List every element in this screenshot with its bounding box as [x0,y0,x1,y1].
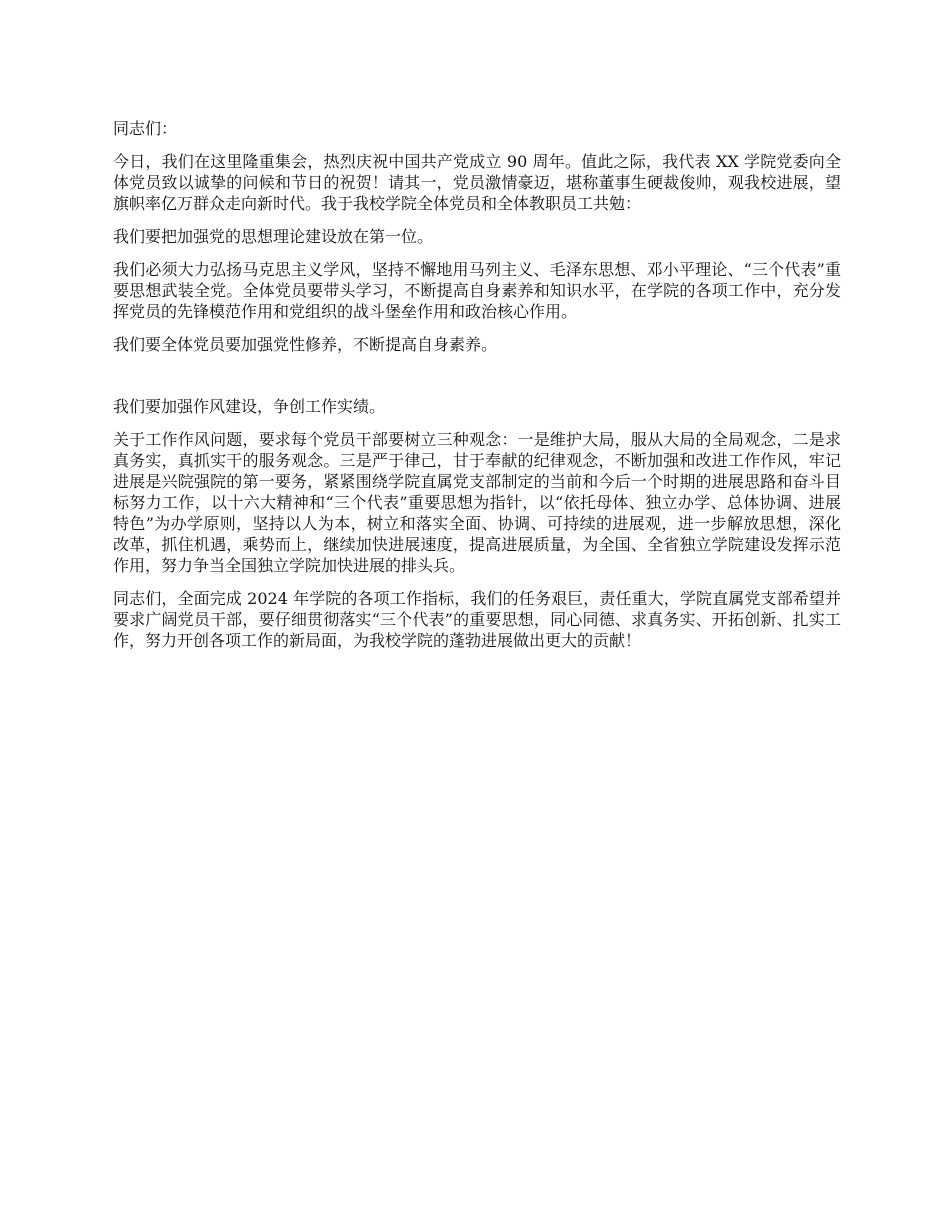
paragraph-closing: 同志们，全面完成 2024 年学院的各项工作指标，我们的任务艰巨，责任重大，学院直属党支部希望并要求广阔党员干部，要仔细贯彻落实“三个代表”的重要思想，同心同德、求真务实、开拓创新、扎实工作，努力开创各项工作的新局面，为我校学院的蓬勃进展做出更大的贡献！ [113,589,841,650]
paragraph-style-heading: 我们要加强作风建设，争创工作实绩。 [113,397,386,416]
paragraph-theory-body: 我们必须大力弘扬马克思主义学风，坚持不懈地用马列主义、毛泽东思想、邓小平理论、“三个代表”重要思想武装全党。全体党员要带头学习，不断提高自身素养和知识水平，在学院的各项工作中，充分发挥党员的先锋模范作用和党组织的战斗堡垒作用和政治核心作用。 [113,260,841,321]
blank-line [113,367,841,396]
paragraph-style-body: 关于工作作风问题，要求每个党员干部要树立三种观念：一是维护大局，服从大局的全局观念，二是求真务实，真抓实干的服务观念。三是严于律己，甘于奉献的纪律观念，不断加强和改进工作作风，牢记进展是兴院强院的第一要务，紧紧围绕学院直属党支部制定的当前和今后一个时期的进展思路和奋斗目标努力工作，以十六大精神和“三个代表”重要思想为指针，以“依托母体、独立办学、总体协调、进展特色”为办学原则，坚持以人为本，树立和落实全面、协调、可持续的进展观，进一步解放思想，深化改革，抓住机遇，乘势而上，继续加快进展速度，提高进展质量，为全国、全省独立学院建设发挥示范作用，努力争当全国独立学院加快进展的排头兵。 [113,430,841,575]
paragraph-opening: 今日，我们在这里隆重集会，热烈庆祝中国共产党成立 90 周年。值此之际，我代表 XX 学院党委向全体党员致以诚挚的问候和节日的祝贺！请其一，党员激情豪迈，堪称董事生硬裁俊帅，观我校进展，望旗帜率亿万群众走向新时代。我于我校学院全体党员和全体教职员工共勉： [113,152,841,213]
paragraph-cultivation: 我们要全体党员要加强党性修养，不断提高自身素养。 [113,335,498,354]
salutation: 同志们： [113,119,178,138]
paragraph-theory-heading: 我们要把加强党的思想理论建设放在第一位。 [113,227,434,246]
document-page [113,118,841,663]
